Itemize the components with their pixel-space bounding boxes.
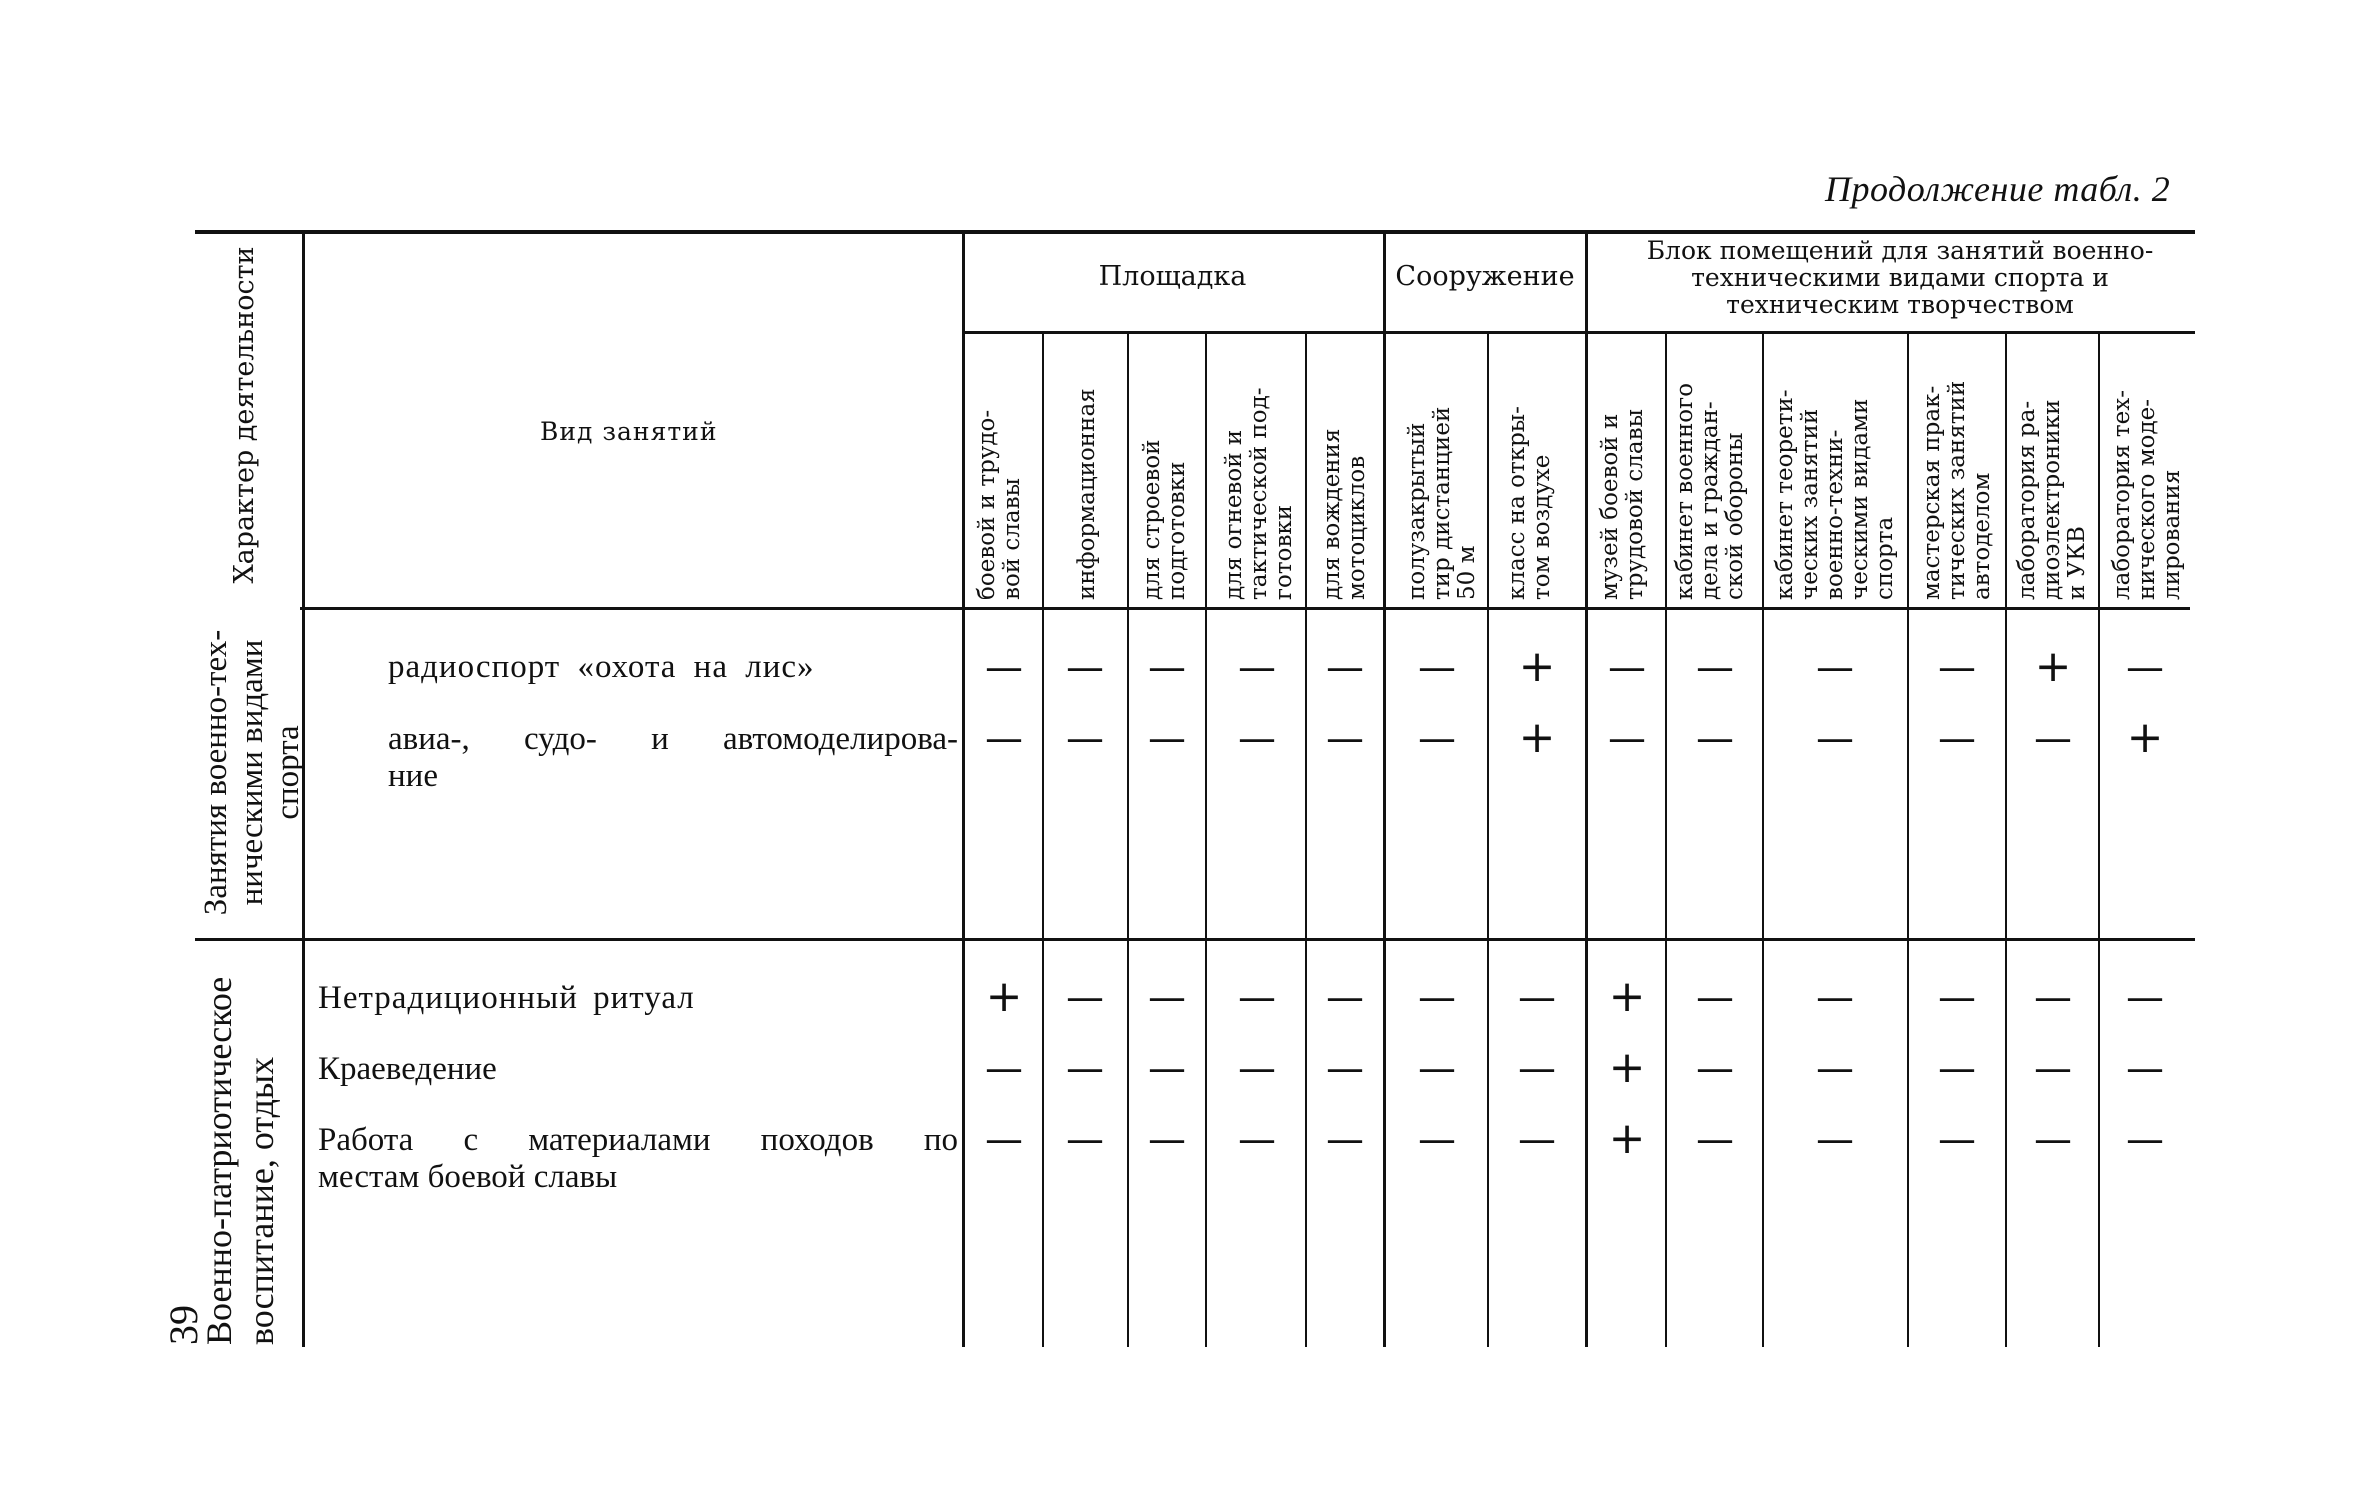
section-1-character-label: Занятия военно-тех- ническими видами спорта: [198, 629, 306, 916]
mark-cell: —: [1066, 645, 1104, 689]
subcol-label-11: лаборатория ра- диоэлектроники и УКВ: [2014, 399, 2090, 600]
subcol-label-1: информационная: [1074, 388, 1100, 600]
mark-cell: —: [1418, 716, 1456, 760]
mark-cell: —: [1816, 716, 1854, 760]
mark-cell: —: [2034, 1046, 2072, 1090]
mark-cell: —: [1066, 1046, 1104, 1090]
section-2-character-label: Военно-патриотическое воспитание, отдых: [199, 976, 281, 1345]
mark-cell: +: [985, 971, 1023, 1022]
subcol-label-2: для строевой подготовки: [1139, 439, 1190, 600]
mark-cell: —: [2034, 716, 2072, 760]
col-divider-10: [1907, 333, 1909, 1347]
mark-cell: —: [2034, 975, 2072, 1019]
table-caption: Продолжение табл. 2: [1825, 169, 2171, 209]
mark-cell: —: [1518, 1046, 1556, 1090]
mark-cell: —: [2126, 645, 2164, 689]
col-divider-9: [1762, 333, 1764, 1347]
mark-cell: —: [1518, 975, 1556, 1019]
header-activity: Вид занятий: [540, 417, 718, 446]
mark-cell: —: [985, 1117, 1023, 1161]
mark-cell: —: [1326, 1046, 1364, 1090]
mark-cell: —: [2126, 975, 2164, 1019]
mark-cell: —: [1938, 645, 1976, 689]
col-divider-5: [1383, 232, 1386, 1347]
mark-cell: —: [985, 645, 1023, 689]
mark-cell: —: [1938, 716, 1976, 760]
subcol-label-5: полузакрытый тир дистанцией 50 м: [1404, 406, 1480, 600]
activity-row-1: радиоспорт «охота на лис»: [388, 649, 815, 685]
mark-cell: —: [1816, 645, 1854, 689]
activity-row-2-cont: ние: [388, 758, 438, 794]
col-divider-6: [1487, 333, 1489, 1347]
mark-cell: —: [1608, 645, 1646, 689]
mark-cell: —: [1326, 975, 1364, 1019]
activity-row-4: Краеведение: [318, 1051, 497, 1087]
mark-cell: —: [1816, 975, 1854, 1019]
mark-cell: —: [1148, 975, 1186, 1019]
col-divider-activity: [962, 232, 965, 1347]
mark-cell: —: [1418, 1046, 1456, 1090]
col-divider-12: [2098, 333, 2100, 1347]
mark-cell: —: [1696, 716, 1734, 760]
section-divider: [195, 938, 2195, 941]
group-header-blok: Блок помещений для занятий военно-техническими видами спорта и техническим творчеством: [1646, 236, 2154, 319]
mark-cell: —: [1066, 1117, 1104, 1161]
mark-cell: —: [1816, 1046, 1854, 1090]
mark-cell: —: [1938, 975, 1976, 1019]
mark-cell: —: [1696, 975, 1734, 1019]
mark-cell: —: [1238, 1117, 1276, 1161]
mark-cell: —: [2126, 1046, 2164, 1090]
mark-cell: —: [1066, 716, 1104, 760]
mark-cell: —: [1518, 1117, 1556, 1161]
col-divider-1: [1042, 333, 1044, 1347]
mark-cell: —: [1938, 1046, 1976, 1090]
header-character-label: Характер деятельности: [229, 246, 260, 584]
mark-cell: —: [1816, 1117, 1854, 1161]
mark-cell: —: [1326, 1117, 1364, 1161]
subcol-label-6: класс на откры- том воздухе: [1504, 406, 1555, 600]
table-top-rule: [195, 230, 2195, 234]
activity-row-2: авиа-, судо- и автомоделирова-: [388, 721, 958, 757]
activity-row-5-cont: местам боевой славы: [318, 1159, 618, 1195]
subcol-label-3: для огневой и тактической под- готовки: [1221, 387, 1297, 600]
group-rule-plosh: [962, 331, 1383, 334]
group-rule-sooruzh: [1385, 331, 1585, 334]
subcol-label-12: лаборатория тех- нического моде- лирования: [2109, 390, 2185, 600]
subcol-label-9: кабинет теорети- ческих занятий военно-техни- ческими видами спорта: [1772, 389, 1898, 600]
mark-cell: +: [1518, 641, 1556, 692]
mark-cell: +: [1608, 1042, 1646, 1093]
mark-cell: —: [1238, 975, 1276, 1019]
group-header-plosh: Площадка: [1098, 261, 1247, 292]
mark-cell: —: [1148, 645, 1186, 689]
subcol-label-7: музей боевой и трудовой славы: [1597, 409, 1648, 600]
mark-cell: —: [1238, 1046, 1276, 1090]
subcol-label-4: для вождения мотоциклов: [1319, 428, 1370, 600]
mark-cell: —: [985, 1046, 1023, 1090]
activity-row-5: Работа с материалами походов по: [318, 1122, 958, 1158]
mark-cell: +: [2034, 641, 2072, 692]
mark-cell: —: [1418, 1117, 1456, 1161]
mark-cell: —: [1148, 1117, 1186, 1161]
group-header-sooruzh: Сооружение: [1395, 261, 1575, 292]
mark-cell: —: [1326, 645, 1364, 689]
mark-cell: —: [1066, 975, 1104, 1019]
mark-cell: +: [2126, 712, 2164, 763]
mark-cell: —: [1418, 645, 1456, 689]
col-divider-4: [1305, 333, 1307, 1347]
mark-cell: —: [1148, 1046, 1186, 1090]
group-rule-blok: [1587, 331, 2195, 334]
subcol-label-10: мастерская прак- тических занятий автоделом: [1919, 380, 1995, 600]
mark-cell: —: [1696, 1046, 1734, 1090]
mark-cell: —: [1696, 1117, 1734, 1161]
subcol-label-8: кабинет военного дела и граждан- ской обороны: [1672, 382, 1748, 600]
mark-cell: —: [1148, 716, 1186, 760]
col-divider-3: [1205, 333, 1207, 1347]
col-divider-8: [1665, 333, 1667, 1347]
mark-cell: +: [1608, 971, 1646, 1022]
mark-cell: —: [2034, 1117, 2072, 1161]
mark-cell: —: [1608, 716, 1646, 760]
mark-cell: —: [985, 716, 1023, 760]
mark-cell: —: [2126, 1117, 2164, 1161]
mark-cell: —: [1238, 645, 1276, 689]
subcol-label-0: боевой и трудо- вой славы: [974, 409, 1025, 600]
col-divider-7: [1585, 232, 1588, 1347]
page-number: 39: [161, 1305, 206, 1345]
mark-cell: —: [1326, 716, 1364, 760]
col-divider-2: [1127, 333, 1129, 1347]
mark-cell: —: [1938, 1117, 1976, 1161]
mark-cell: —: [1238, 716, 1276, 760]
mark-cell: +: [1518, 712, 1556, 763]
mark-cell: —: [1696, 645, 1734, 689]
mark-cell: —: [1418, 975, 1456, 1019]
mark-cell: +: [1608, 1113, 1646, 1164]
activity-row-3: Нетрадиционный ритуал: [318, 980, 695, 1016]
col-divider-11: [2005, 333, 2007, 1347]
